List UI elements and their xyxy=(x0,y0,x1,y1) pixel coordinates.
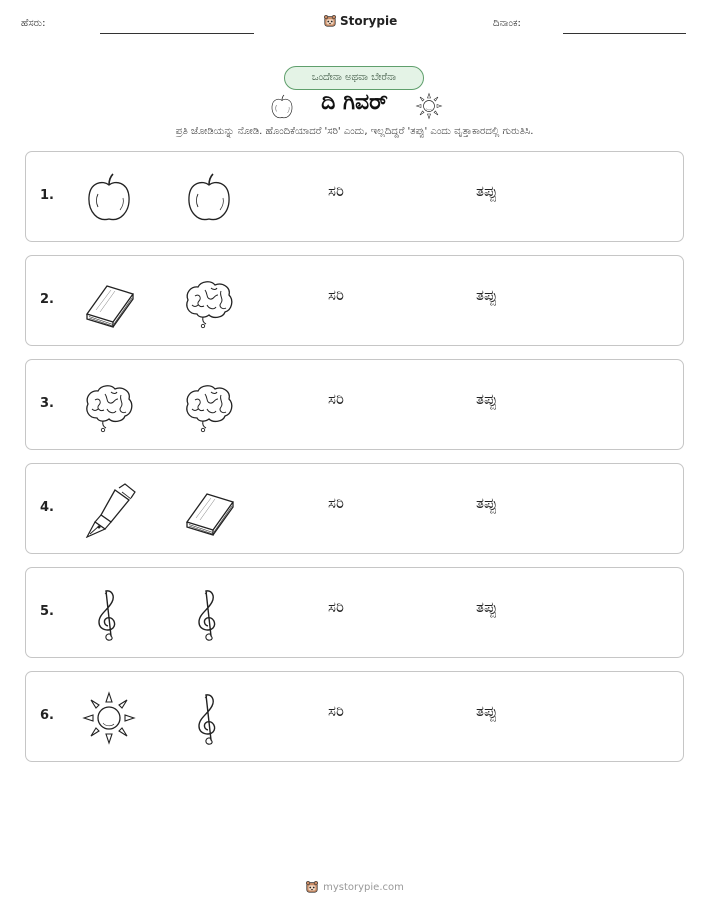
different-option[interactable]: ತಪ್ಪು xyxy=(476,286,498,304)
question-row xyxy=(25,567,684,658)
instructions: ಪ್ರತಿ ಜೋಡಿಯನ್ನು ನೋಡಿ. ಹೊಂದಿಕೆಯಾದರೆ 'ಸರಿ' ಎಂದು, ಇಲ್ಲದಿದ್ದರೆ 'ತಪ್ಪು' ಎಂದು ವೃತ್ತಾಕಾರದಲ್ಲಿ ಗುರುತಿಸಿ. xyxy=(175,126,534,137)
book-icon xyxy=(81,274,137,330)
mascot-icon xyxy=(305,880,319,894)
brain-icon xyxy=(81,378,137,434)
sun-icon xyxy=(415,92,443,120)
same-option[interactable]: ಸರಿ xyxy=(328,286,344,304)
name-field[interactable] xyxy=(100,33,254,34)
question-number: 2. xyxy=(40,292,54,307)
footer xyxy=(0,880,709,894)
same-option[interactable]: ಸರಿ xyxy=(328,182,344,200)
activity-type-badge: ಒಂದೇನಾ ಅಥವಾ ಬೇರೆನಾ xyxy=(284,66,424,90)
page-title: ದಿ ಗಿವರ್ xyxy=(321,90,388,115)
question-row xyxy=(25,671,684,762)
worksheet-header xyxy=(0,14,709,38)
fountain-pen-icon xyxy=(81,482,137,538)
different-option[interactable]: ತಪ್ಪು xyxy=(476,702,498,720)
brand-name: Storypie xyxy=(340,14,398,28)
brain-icon xyxy=(181,274,237,330)
question-number: 4. xyxy=(40,500,54,515)
treble-clef-icon xyxy=(181,690,237,746)
different-option[interactable]: ತಪ್ಪು xyxy=(476,390,498,408)
different-option[interactable]: ತಪ್ಪು xyxy=(476,598,498,616)
different-option[interactable]: ತಪ್ಪು xyxy=(476,494,498,512)
question-number: 1. xyxy=(40,188,54,203)
same-option[interactable]: ಸರಿ xyxy=(328,598,344,616)
book-icon xyxy=(181,482,237,538)
same-option[interactable]: ಸರಿ xyxy=(328,494,344,512)
question-row xyxy=(25,359,684,450)
same-option[interactable]: ಸರಿ xyxy=(328,702,344,720)
question-number: 3. xyxy=(40,396,54,411)
question-number: 5. xyxy=(40,604,54,619)
question-number: 6. xyxy=(40,708,54,723)
apple-icon xyxy=(81,170,137,226)
date-label: ದಿನಾಂಕ: xyxy=(493,18,521,29)
name-label: ಹೆಸರು: xyxy=(21,18,46,29)
sun-icon xyxy=(81,690,137,746)
different-option[interactable]: ತಪ್ಪು xyxy=(476,182,498,200)
treble-clef-icon xyxy=(81,586,137,642)
question-row xyxy=(25,463,684,554)
question-row xyxy=(25,255,684,346)
date-field[interactable] xyxy=(563,33,686,34)
brain-icon xyxy=(181,378,237,434)
same-option[interactable]: ಸರಿ xyxy=(328,390,344,408)
brand-logo xyxy=(323,14,397,28)
mascot-icon xyxy=(323,14,337,28)
treble-clef-icon xyxy=(181,586,237,642)
footer-url: mystorypie.com xyxy=(323,881,404,893)
apple-icon xyxy=(181,170,237,226)
question-row xyxy=(25,151,684,242)
